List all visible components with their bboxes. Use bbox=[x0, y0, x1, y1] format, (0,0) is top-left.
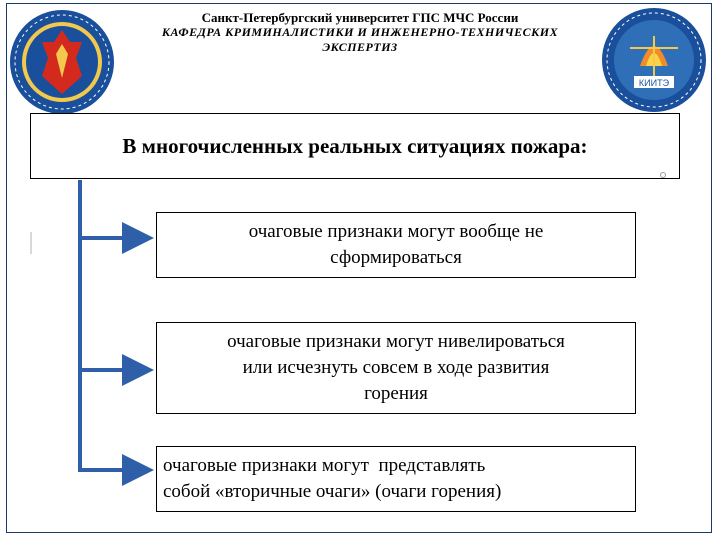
item-2-line-1: очаговые признаки могут нивелироваться bbox=[227, 331, 565, 352]
item-1-line-2: сформироваться bbox=[330, 247, 462, 268]
decorative-dot bbox=[660, 172, 666, 178]
department-title-line1: КАФЕДРА КРИМИНАЛИСТИКИ И ИНЖЕНЕРНО-ТЕХНИЧЕСКИХ bbox=[161, 25, 559, 39]
main-statement-text: В многочисленных реальных ситуациях пожара: bbox=[122, 133, 588, 158]
item-3-line-1: очаговые признаки могут представлять bbox=[163, 455, 486, 476]
item-2-line-3: горения bbox=[364, 383, 428, 404]
main-statement-box bbox=[30, 113, 680, 179]
item-box-1 bbox=[156, 212, 636, 278]
department-title-line2: ЭКСПЕРТИЗ bbox=[322, 40, 398, 54]
decorative-tick bbox=[30, 232, 32, 254]
item-box-3 bbox=[156, 446, 636, 512]
item-3-line-2: собой «вторичные очаги» (очаги горения) bbox=[163, 481, 502, 502]
university-title: Санкт-Петербургский университет ГПС МЧС России bbox=[201, 10, 519, 25]
item-1-line-1: очаговые признаки могут вообще не bbox=[248, 221, 544, 242]
item-box-2 bbox=[156, 322, 636, 414]
item-2-line-2: или исчезнуть совсем в ходе развития bbox=[242, 357, 550, 378]
svg-text:КИИТЭ: КИИТЭ bbox=[638, 78, 670, 88]
